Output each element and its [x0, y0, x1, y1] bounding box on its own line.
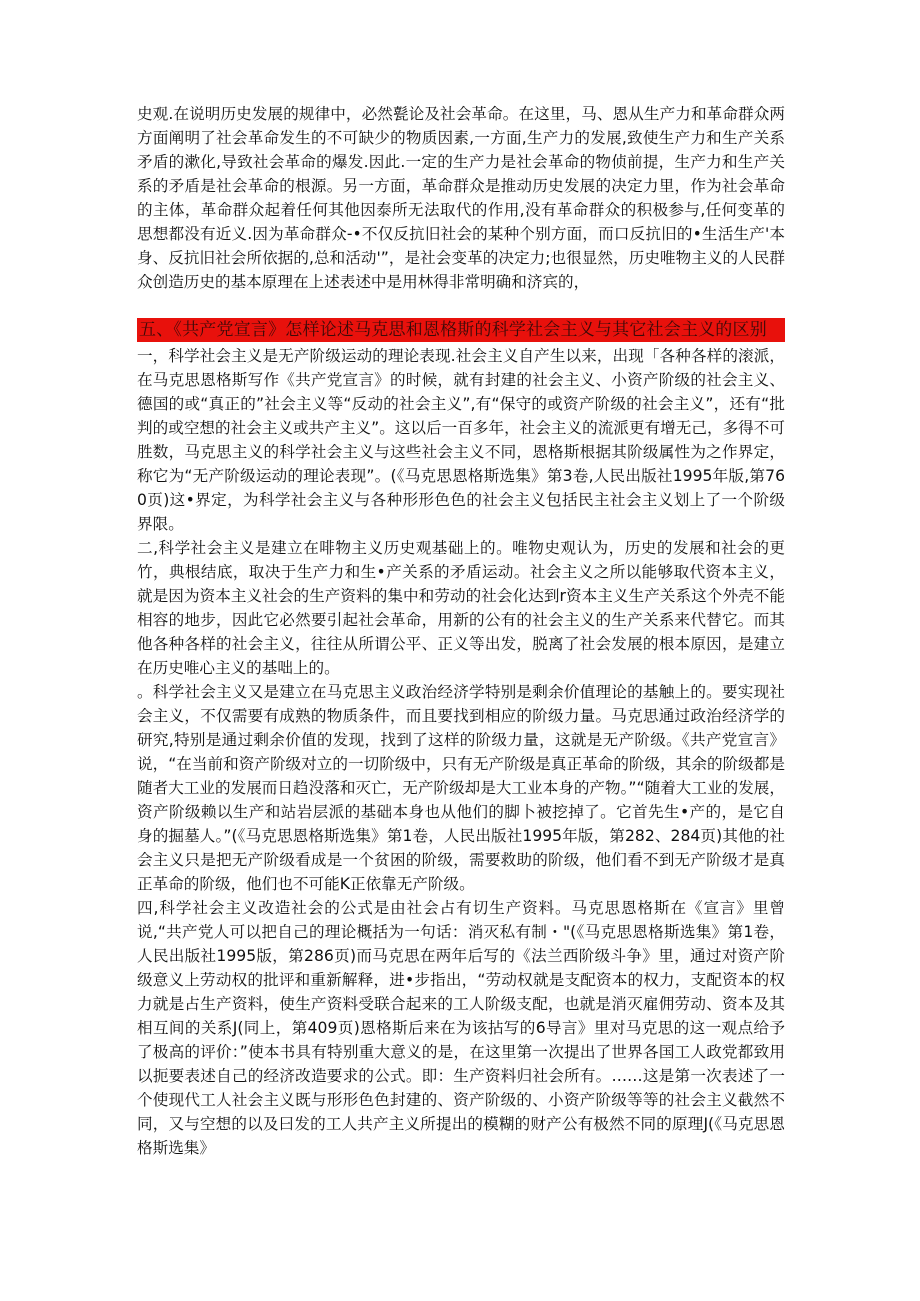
paragraph-point-three: 。科学社会主义又是建立在马克思主义政治经济学特别是剩余价值理论的基触上的。要实现社会主义，不仅需要有成熟的物质条件，而且要找到相应的阶级力量。马克思通过政治经济学的研究,特别是通过剩余价值的发现，找到了这样的阶级力量，这就是无产阶级。《共产党宣言》说，“在当前和资产阶级对立的一切阶级中，只有无产阶级是真正革命的阶级，其余的阶级都是随者大工业的发展而日趋没落和灭亡，无产阶级却是大工业本身的产物。”“随着大工业的发展，资产阶级赖以生产和站岩层派的基础本身也从他们的脚卜被挖掉了。它首先生•产的，是它自身的掘墓人。”(《马克思恩格斯选集》第1卷，人民出版社1995年版，第282、284页)其他的社会主义只是把无产阶级看成是一个贫困的阶级，需要救助的阶级，他们看不到无产阶级才是真正革命的阶级，他们也不可能K正依靠无产阶级。	[137, 683, 785, 893]
paragraph-point-four: 四,科学社会主义改造社会的公式是由社会占有切生产资料。马克思恩格斯在《宣言》里曾说,“共产党人可以把自己的理论概括为一句话：消灭私有制・"(《马克思恩格斯选集》第1卷，人民出版社1995版，第286页)而马克思在两年后写的《法兰西阶级斗争》里，通过对资产阶级意义上劳动权的批评和重新解释，进•步指出，“劳动权就是支配资本的权力，支配资本的权力就是占生产资料，使生产资料受联合起来的工人阶级支配，也就是消灭雇佣劳动、资本及其相互间的关系J(同上，第409页)恩格斯后来在为该拈写的6导言》里对马克思的这一观点给予了极高的评价：”使本书具有特别重大意义的是，在这里第一次提出了世界各国工人政党都致用以扼要表述自己的经济改造要求的公式。即：生产资料归社会所有。……这是第一次表述了一个使现代工人社会主义既与形形色色封建的、资产阶级的、小资产阶级等等的社会主义截然不同，又与空想的以及曰发的工人共产主义所提出的模糊的财产公有极然不同的原理J(《马克思恩格斯选集》	[137, 899, 785, 1157]
paragraph-point-one: 一，科学社会主义是无产阶级运动的理论表现.社会主义自产生以来，出现「各种各样的滚派，在马克思恩格斯写作《共产党宣言》的时候，就有封建的社会主义、小资产阶级的社会主义、德国的或“真正的”社会主义等“反动的社会主义”,有“保守的或资产阶级的社会主义”，还有“批判的或空想的社会主义或共产主义”。这以后一百多年，社会主义的流派更有增无己，多得不可胜数，马克思主义的科学社会主义与这些社会主义不同，恩格斯根据其阶级属性为之作界定，称它为“无产阶级运动的理论表现”。(《马克思恩格斯选集》第3卷,人民出版社1995年版,第760页)这•界定，为科学社会主义与各种形形色色的社会主义包括民主社会主义划上了一个阶级界限。	[137, 347, 785, 533]
document-page	[137, 102, 785, 1160]
section-heading-highlighted: 五、《共产党宣言》怎样论述马克思和恩格斯的科学社会主义与其它社会主义的区别	[137, 318, 785, 342]
paragraph-point-two: 二,科学社会主义是建立在啡物主义历史观基础上的。唯物史观认为，历史的发展和社会的更竹，典根结底，取决于生产力和生•产关系的矛盾运动。社会主义之所以能够取代资本主义，就是因为资本主义社会的生产资料的集中和劳动的社会化达到r资本主义生产关系这个外壳不能相容的地步，因此它必然要引起社会革命，用新的公有的社会主义的生产关系来代替它。而其他各种各样的社会主义，往往从所谓公平、正义等出发，脱离了社会发展的根本原因，是建立在历史唯心主义的基咄上的。	[137, 539, 785, 677]
paragraph-historical-materialism: 史观.在说明历史发展的规律中，必然甏论及社会革命。在这里，马、恩从生产力和革命群众两方面阐明了社会革命发生的不可缺少的物质因素,一方面,生产力的发展,致使生产力和生产关系矛盾的漱化,导致社会革命的爆发.因此.一定的生产力是社会革命的物侦前提，生产力和生产关系的矛盾是社会革命的根源。另一方面，革命群众是推动历史发展的决定力里，作为社会革命的主体，革命群众起着任何其他因泰所无法取代的作用,没有革命群众的积极参与,任何变革的思想都没有近义.因为革命群众-•不仅反抗旧社会的某种个别方面，而口反抗旧的•生活生产'本身、反抗旧社会所依据的,总和活动'”，是社会变革的决定力;也很显然，历史唯物主义的人民群众创造历史的基本原理在上述表述中是用林得非常明确和济宾的，	[137, 105, 785, 291]
